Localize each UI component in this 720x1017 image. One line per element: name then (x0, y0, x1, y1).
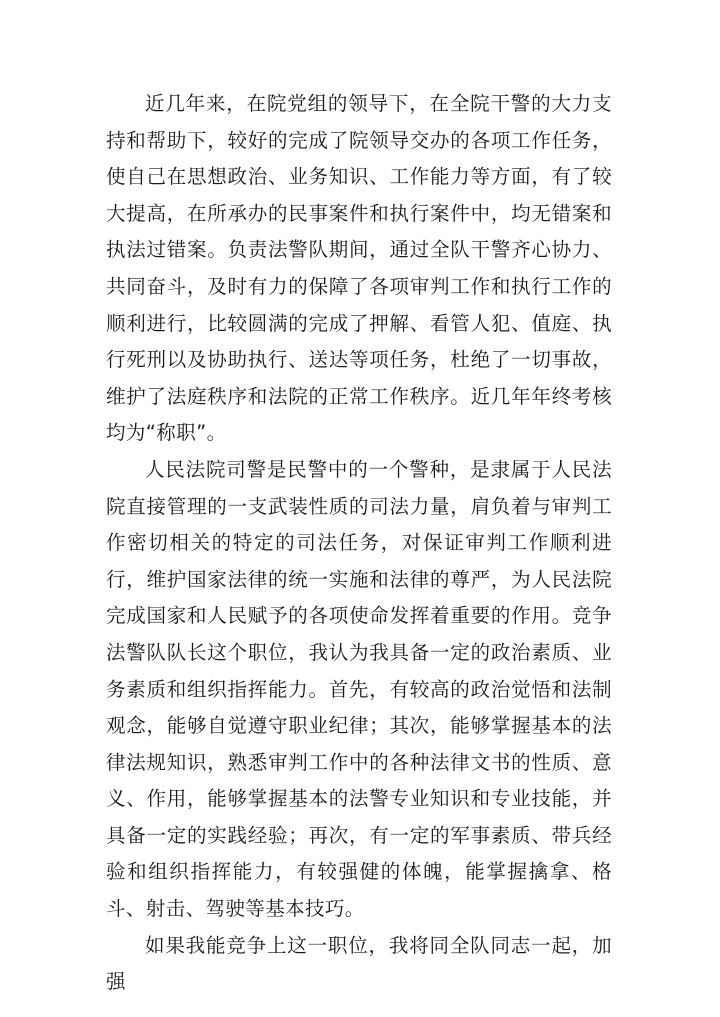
document-body (106, 86, 612, 1001)
paragraph-2: 人民法院司警是民警中的一个警种，是隶属于人民法院直接管理的一支武装性质的司法力量，肩负着与审判工作密切相关的特定的司法任务，对保证审判工作顺利进行，维护国家法律的统一实施和法律的尊严，为人民法院完成国家和人民赋予的各项使命发挥着重要的作用。竞争法警队队长这个职位，我认为我具备一定的政治素质、业务素质和组织指挥能力。首先，有较高的政治觉悟和法制观念，能够自觉遵守职业纪律；其次，能够掌握基本的法律法规知识，熟悉审判工作中的各种法律文书的性质、意义、作用，能够掌握基本的法警专业知识和专业技能，并具备一定的实践经验；再次，有一定的军事素质、带兵经验和组织指挥能力，有较强健的体魄，能掌握擒拿、格斗、射击、驾驶等基本技巧。 (106, 457, 612, 921)
paragraph-1: 近几年来，在院党组的领导下，在全院干警的大力支持和帮助下，较好的完成了院领导交办的各项工作任务，使自己在思想政治、业务知识、工作能力等方面，有了较大提高，在所承办的民事案件和执行案件中，均无错案和执法过错案。负责法警队期间，通过全队干警齐心协力、共同奋斗，及时有力的保障了各项审判工作和执行工作的顺利进行，比较圆满的完成了押解、看管人犯、值庭、执行死刑以及协助执行、送达等项任务，杜绝了一切事故，维护了法庭秩序和法院的正常工作秩序。近几年年终考核均为“称职”。 (106, 92, 612, 445)
paragraph-3: 如果我能竞争上这一职位，我将同全队同志一起，加强 (106, 933, 612, 994)
